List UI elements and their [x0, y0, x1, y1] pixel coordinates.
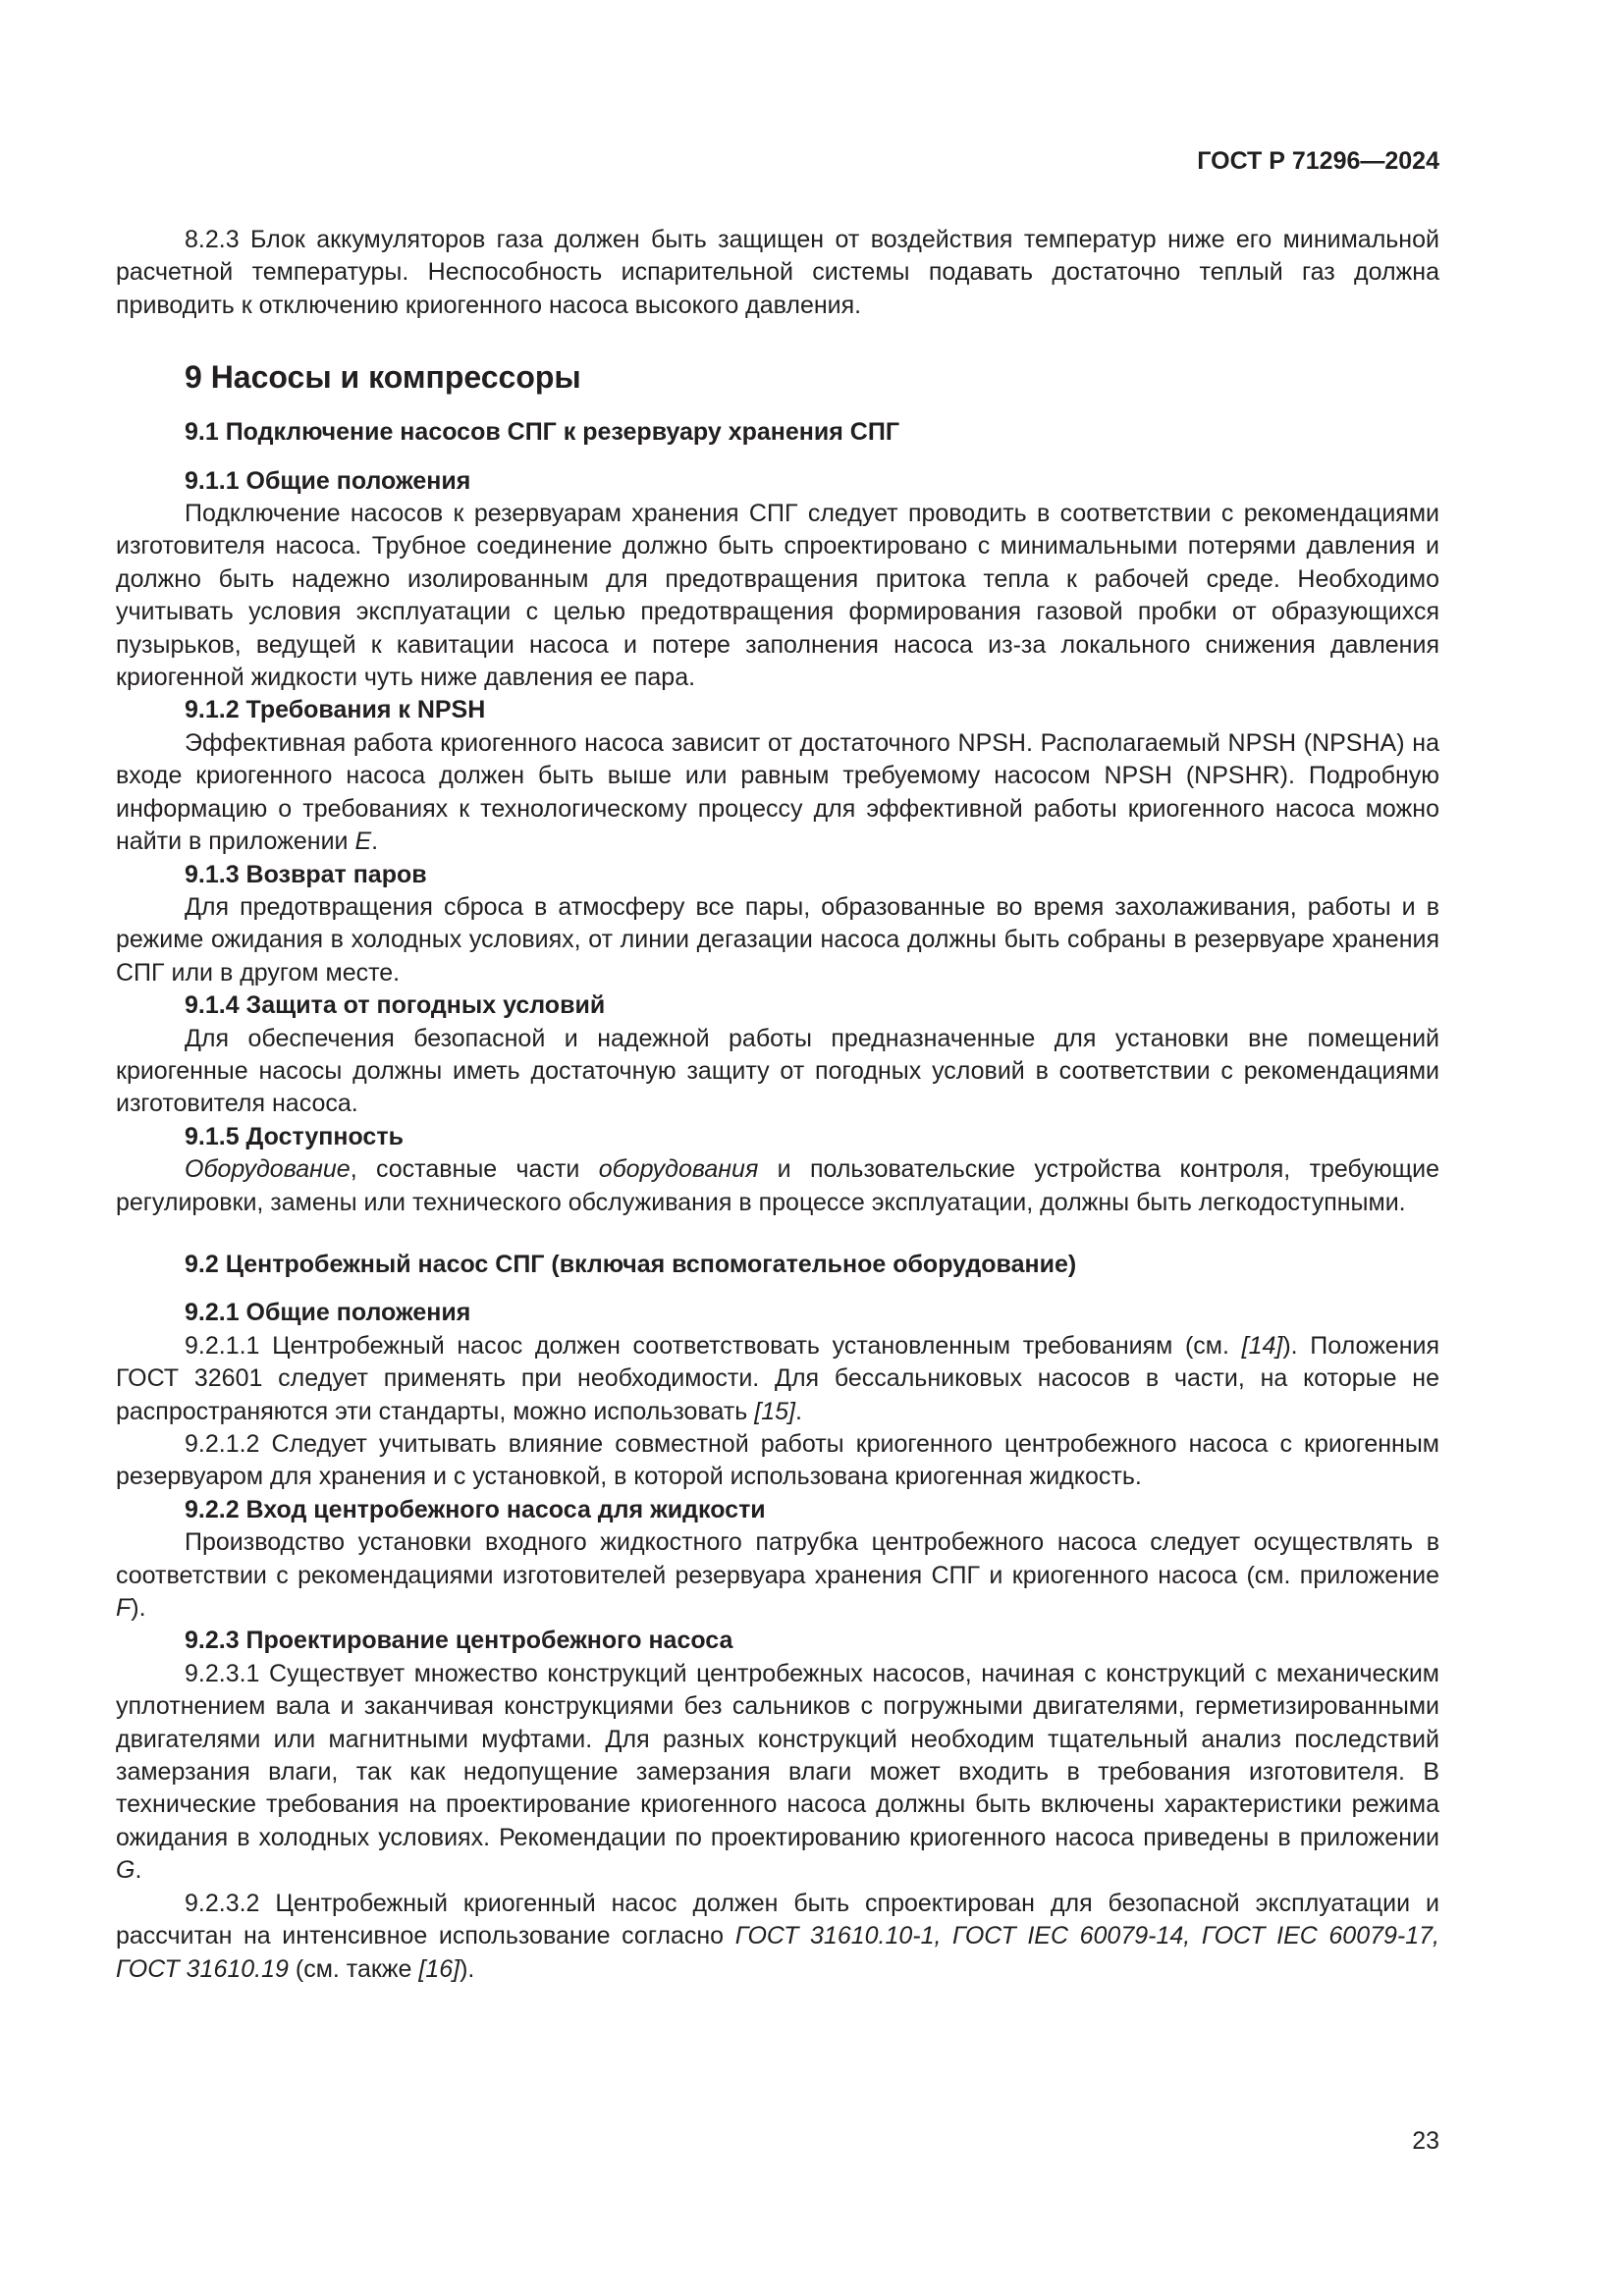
- paragraph-text: Эффективная работа криогенного насоса зависит от достаточного NPSH. Располагаемый NPSH (NPSHA) на входе криогенного насоса должен быть выше или равным требуемому насосом NPSH (NPSHR). Подробную информацию о требованиях к технологическому процессу для эффективной работы криогенного насоса можно найти в приложении: [116, 728, 1439, 856]
- section-9-2-1-title: 9.2.1 Общие положения: [185, 1299, 471, 1327]
- paragraph-9-2-1-2: 9.2.1.2 Следует учитывать влияние совместной работы криогенного центробежного насоса с криогенным резервуаром для хранения и с установкой, в которой использована криогенная жидкость.: [116, 1430, 1439, 1491]
- standards-reference: ГОСТ 31610.10-1, ГОСТ IEC 60079-14, ГОСТ IEC 60079-17, ГОСТ 31610.19: [116, 1922, 1439, 1983]
- paragraph-text: .: [135, 1856, 142, 1885]
- paragraph-text: 9.2.1.1 Центробежный насос должен соответствовать установленным требованиям (см.: [185, 1331, 1229, 1360]
- bibliography-reference: [16]: [418, 1954, 460, 1983]
- bibliography-reference: [14]: [1241, 1331, 1283, 1360]
- paragraph-8-2-3: 8.2.3 Блок аккумуляторов газа должен быть защищен от воздействия температур ниже его минимальной расчетной температуры. Неспособность испарительной системы подавать достаточно теплый газ должна приводить к отключению криогенного насоса высокого давления.: [116, 226, 1439, 319]
- section-9-1-5-title: 9.1.5 Доступность: [185, 1122, 404, 1150]
- paragraph-text: , составные части: [350, 1155, 580, 1184]
- paragraph-text: (см. также: [295, 1954, 412, 1983]
- paragraph-text: и пользовательские устройства контроля, требующие регулировки, замены или технического обслуживания в процессе эксплуатации, должны быть легкодоступными.: [116, 1155, 1440, 1216]
- section-9-1-1-title: 9.1.1 Общие положения: [185, 466, 471, 495]
- paragraph-9-1-1: Подключение насосов к резервуарам хранения СПГ следует проводить в соответствии с рекомендациями изготовителя насоса. Трубное соединение должно быть спроектировано с минимальными потерями давления и должно быть надежно изолированным для предотвращения притока тепла к рабочей среде. Необходимо учитывать условия эксплуатации с целью предотвращения формирования газовой пробки от образующихся пузырьков, ведущей к кавитации насоса и потере заполнения насоса из-за локального снижения давления криогенной жидкости чуть ниже давления ее пара.: [116, 500, 1439, 692]
- section-9-title: 9 Насосы и компрессоры: [185, 359, 581, 396]
- page-content: [116, 224, 1439, 1986]
- paragraph-9-1-4: Для обеспечения безопасной и надежной работы предназначенные для установки вне помещений криогенные насосы должны иметь достаточную защиту от погодных условий в соответствии с рекомендациями изготовителя насоса.: [116, 1024, 1439, 1118]
- section-9-2-2-title: 9.2.2 Вход центробежного насоса для жидкости: [185, 1495, 766, 1523]
- section-9-1-title: 9.1 Подключение насосов СПГ к резервуару хранения СПГ: [185, 418, 899, 447]
- paragraph-9-1-5: [116, 1153, 1439, 1219]
- section-9-2-3-title: 9.2.3 Проектирование центробежного насоса: [185, 1627, 733, 1655]
- section-9-2-title: 9.2 Центробежный насос СПГ (включая вспомогательное оборудование): [185, 1250, 1077, 1278]
- paragraph-text: ). Положения ГОСТ 32601 следует применять при необходимости. Для бессальниковых насосов в части, на которые не распространяются эти стандарты, можно использовать: [116, 1331, 1440, 1425]
- emphasized-term: оборудования: [598, 1155, 759, 1184]
- paragraph-9-2-2: [116, 1526, 1439, 1625]
- paragraph-9-2-3-2: [116, 1888, 1439, 1986]
- paragraph-text: ).: [131, 1594, 146, 1623]
- paragraph-9-2-1-1: [116, 1330, 1439, 1428]
- annex-reference: G: [116, 1856, 135, 1885]
- paragraph-9-2-3-1: [116, 1658, 1439, 1888]
- bibliography-reference: [15]: [754, 1397, 795, 1425]
- emphasized-term: Оборудование: [185, 1155, 351, 1184]
- annex-reference: E: [354, 828, 372, 856]
- paragraph-text: .: [371, 828, 379, 856]
- paragraph-text: Производство установки входного жидкостного патрубка центробежного насоса следует осуществлять в соответствии с рекомендациями изготовителей резервуара хранения СПГ и криогенного насоса (см. приложение: [116, 1528, 1439, 1589]
- section-9-1-4-title: 9.1.4 Защита от погодных условий: [185, 991, 606, 1020]
- paragraph-text: ).: [460, 1954, 475, 1983]
- paragraph-text: .: [794, 1397, 802, 1425]
- section-9-1-2-title: 9.1.2 Требования к NPSH: [185, 696, 486, 724]
- document-header: ГОСТ Р 71296—2024: [1197, 147, 1439, 175]
- paragraph-text: 9.2.3.2 Центробежный криогенный насос должен быть спроектирован для безопасной эксплуатации и рассчитан на интенсивное использование согласно: [116, 1889, 1439, 1950]
- paragraph-9-1-2: [116, 727, 1439, 859]
- paragraph-text: 9.2.3.1 Существует множество конструкций центробежных насосов, начиная с конструкций с механическим уплотнением вала и заканчивая конструкциями без сальников с погружными двигателями, герметизированными двигателями или магнитными муфтами. Для разных конструкций необходим тщательный анализ последствий замерзания влаги, так как недопущение замерзания влаги может входить в требования изготовителя. В технические требования на проектирование криогенного насоса должны быть включены характеристики режима ожидания в холодных условиях. Рекомендации по проектированию криогенного насоса приведены в приложении: [116, 1659, 1439, 1851]
- section-9-1-3-title: 9.1.3 Возврат паров: [185, 860, 427, 888]
- annex-reference: F: [116, 1594, 132, 1623]
- paragraph-9-1-3: Для предотвращения сброса в атмосферу все пары, образованные во время захолаживания, работы и в режиме ожидания в холодных условиях, от линии дегазации насоса должны быть собраны в резервуаре хранения СПГ или в другом месте.: [116, 892, 1439, 987]
- page-number: 23: [1412, 2127, 1439, 2155]
